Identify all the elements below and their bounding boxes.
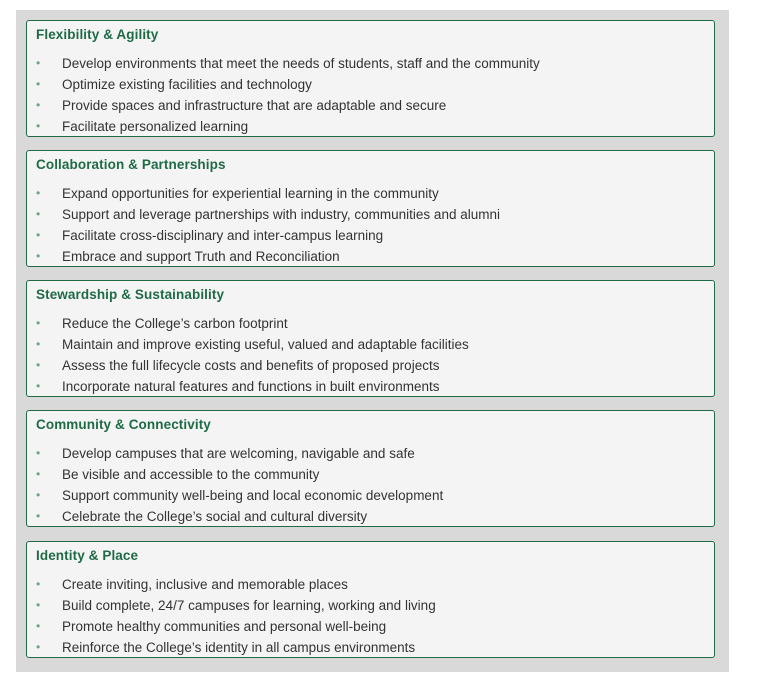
list-item-text: Support community well-being and local economic development	[62, 488, 444, 503]
list-item-text: Incorporate natural features and functions in built environments	[62, 379, 440, 394]
bullet-icon: •	[36, 379, 41, 393]
list-item	[36, 464, 443, 485]
bullet-icon: •	[36, 337, 41, 351]
list-item	[36, 334, 469, 355]
bullet-icon: •	[36, 316, 41, 330]
list-item	[36, 95, 540, 116]
list-item-text: Develop environments that meet the needs of students, staff and the community	[62, 56, 540, 71]
section-title: Community & Connectivity	[36, 417, 211, 432]
list-item	[36, 246, 500, 267]
list-item-text: Support and leverage partnerships with industry, communities and alumni	[62, 207, 500, 222]
bullet-icon: •	[36, 640, 41, 654]
list-item	[36, 225, 500, 246]
section-title: Flexibility & Agility	[36, 27, 159, 42]
bullet-icon: •	[36, 249, 41, 263]
bullet-icon: •	[36, 98, 41, 112]
list-item	[36, 313, 469, 334]
section-identity-place	[26, 541, 715, 658]
list-item-text: Assess the full lifecycle costs and benefits of proposed projects	[62, 358, 440, 373]
bullet-icon: •	[36, 56, 41, 70]
bullet-icon: •	[36, 119, 41, 133]
bullet-icon: •	[36, 446, 41, 460]
list-item-text: Maintain and improve existing useful, valued and adaptable facilities	[62, 337, 469, 352]
list-item	[36, 443, 443, 464]
list-item	[36, 116, 540, 137]
bullet-list	[36, 574, 436, 658]
list-item	[36, 183, 500, 204]
bullet-icon: •	[36, 488, 41, 502]
list-item-text: Facilitate personalized learning	[62, 119, 249, 134]
list-item-text: Facilitate cross-disciplinary and inter-campus learning	[62, 228, 384, 243]
bullet-list	[36, 53, 540, 137]
list-item-text: Celebrate the College’s social and cultural diversity	[62, 509, 368, 524]
list-item-text: Create inviting, inclusive and memorable places	[62, 577, 348, 592]
list-item	[36, 595, 436, 616]
list-item-text: Be visible and accessible to the community	[62, 467, 320, 482]
section-title: Collaboration & Partnerships	[36, 157, 226, 172]
list-item-text: Provide spaces and infrastructure that are adaptable and secure	[62, 98, 447, 113]
list-item	[36, 355, 469, 376]
section-community-connectivity	[26, 410, 715, 527]
bullet-icon: •	[36, 77, 41, 91]
bullet-list	[36, 313, 469, 397]
section-title: Stewardship & Sustainability	[36, 287, 225, 302]
section-title: Identity & Place	[36, 548, 139, 563]
list-item	[36, 574, 436, 595]
list-item	[36, 616, 436, 637]
section-stewardship-sustainability	[26, 280, 715, 397]
bullet-list	[36, 443, 443, 527]
bullet-icon: •	[36, 598, 41, 612]
bullet-icon: •	[36, 619, 41, 633]
section-collaboration-partnerships	[26, 150, 715, 267]
bullet-icon: •	[36, 577, 41, 591]
principles-panel	[16, 10, 729, 672]
list-item-text: Embrace and support Truth and Reconciliation	[62, 249, 340, 264]
list-item	[36, 506, 443, 527]
list-item	[36, 53, 540, 74]
list-item	[36, 204, 500, 225]
bullet-icon: •	[36, 207, 41, 221]
list-item-text: Optimize existing facilities and technology	[62, 77, 312, 92]
bullet-icon: •	[36, 186, 41, 200]
list-item-text: Reinforce the College’s identity in all campus environments	[62, 640, 416, 655]
section-flexibility-agility	[26, 20, 715, 137]
list-item-text: Develop campuses that are welcoming, navigable and safe	[62, 446, 415, 461]
bullet-icon: •	[36, 228, 41, 242]
list-item-text: Reduce the College’s carbon footprint	[62, 316, 288, 331]
bullet-icon: •	[36, 509, 41, 523]
bullet-icon: •	[36, 358, 41, 372]
list-item-text: Expand opportunities for experiential learning in the community	[62, 186, 439, 201]
list-item-text: Promote healthy communities and personal well-being	[62, 619, 387, 634]
bullet-icon: •	[36, 467, 41, 481]
list-item	[36, 376, 469, 397]
bullet-list	[36, 183, 500, 267]
list-item-text: Build complete, 24/7 campuses for learning, working and living	[62, 598, 436, 613]
list-item	[36, 637, 436, 658]
list-item	[36, 74, 540, 95]
list-item	[36, 485, 443, 506]
